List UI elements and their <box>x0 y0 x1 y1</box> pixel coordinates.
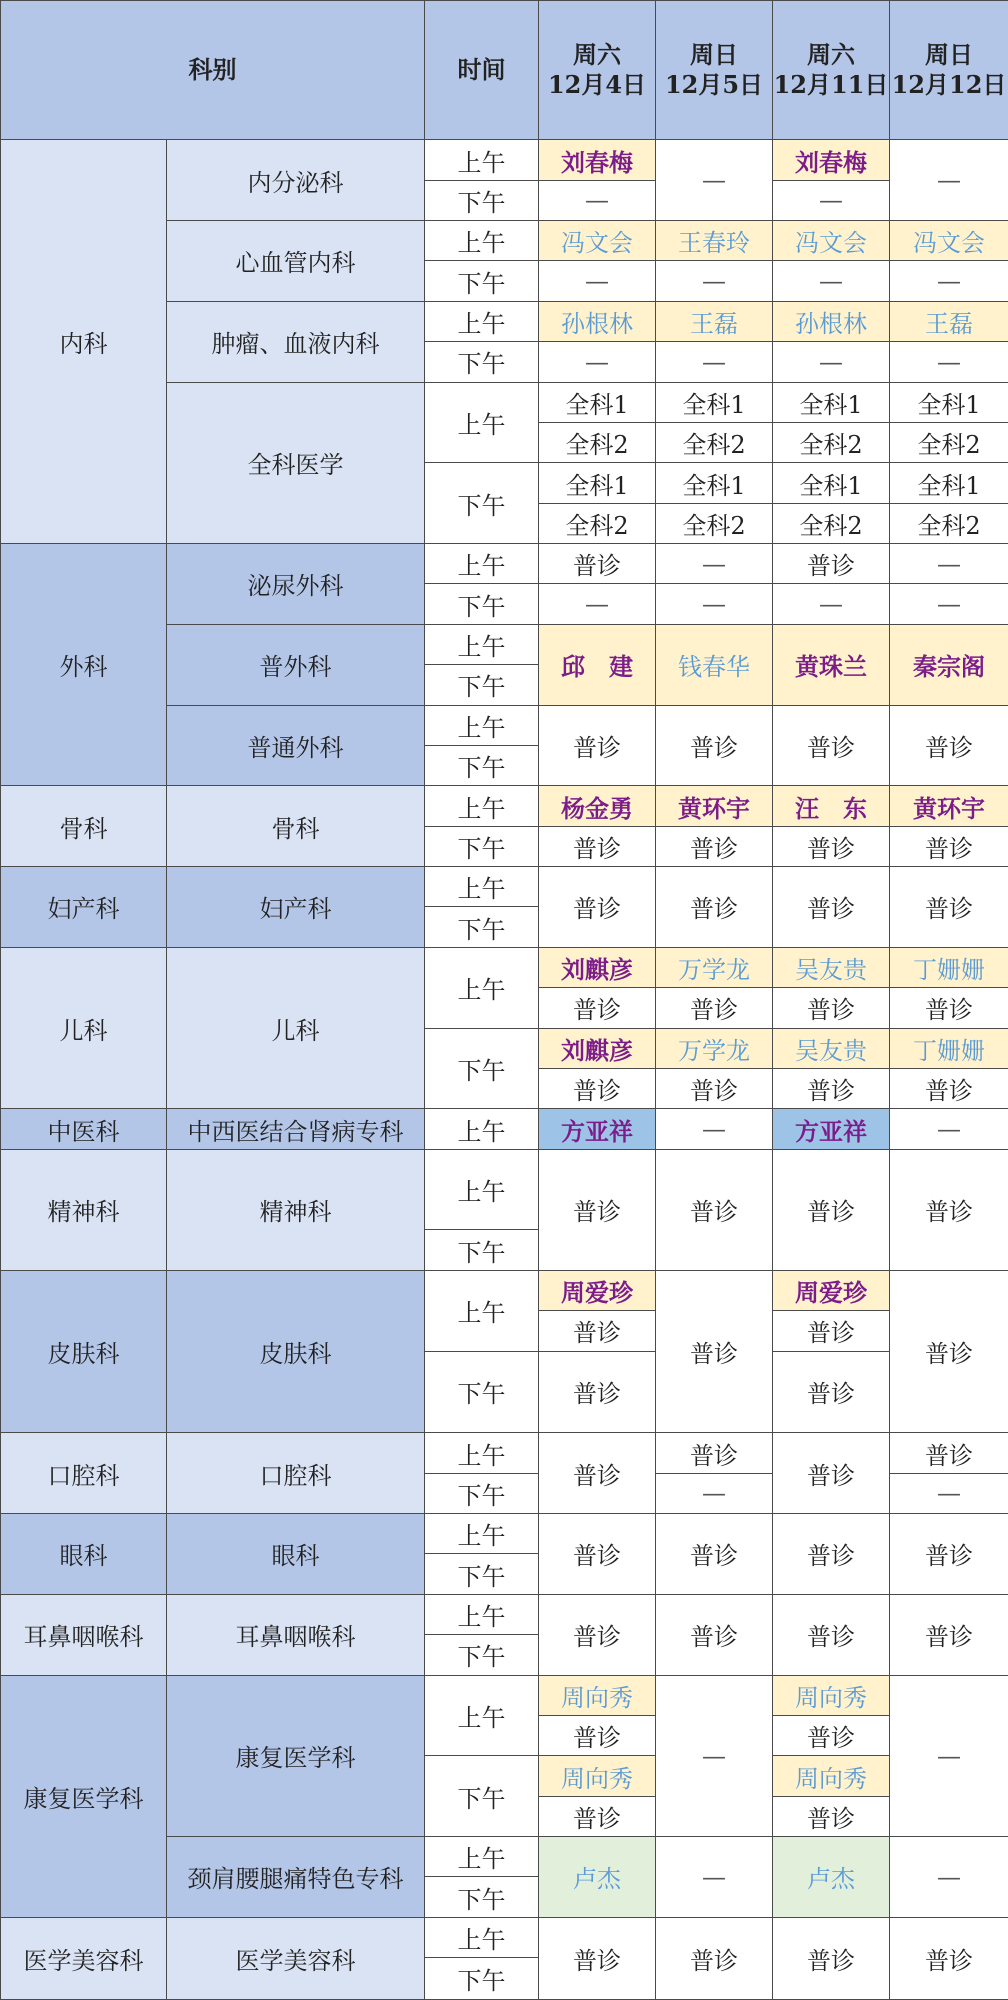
doctor-cell: 冯文会 <box>539 221 656 261</box>
doctor-cell: 周爱珍 <box>539 1270 656 1310</box>
period-am: 上午 <box>425 1270 539 1351</box>
slot-cell: 全科1 <box>890 382 1008 422</box>
general-clinic-cell: 普诊 <box>890 826 1008 866</box>
doctor-cell: 王春玲 <box>656 221 773 261</box>
subdept-pifuke: 皮肤科 <box>167 1270 425 1433</box>
no-clinic-cell: — <box>890 584 1008 624</box>
period-pm: 下午 <box>425 1756 539 1837</box>
doctor-cell: 丁姗姗 <box>890 1028 1008 1068</box>
slot-cell: 全科1 <box>656 463 773 503</box>
period-am: 上午 <box>425 1675 539 1756</box>
dept-neike: 内科 <box>1 140 167 544</box>
general-clinic-cell: 普诊 <box>890 1514 1008 1595</box>
day-weekday: 周日 <box>925 40 973 70</box>
period-am: 上午 <box>425 947 539 1028</box>
subdept-yixuemeirong: 医学美容科 <box>167 1917 425 1999</box>
no-clinic-cell: — <box>656 1837 773 1918</box>
dept-guke: 骨科 <box>1 786 167 867</box>
period-am: 上午 <box>425 624 539 664</box>
doctor-cell: 周向秀 <box>773 1675 890 1715</box>
doctor-cell: 冯文会 <box>890 221 1008 261</box>
no-clinic-cell: — <box>656 1109 773 1149</box>
period-pm: 下午 <box>425 1958 539 2000</box>
no-clinic-cell: — <box>773 180 890 220</box>
general-clinic-cell: 普诊 <box>773 1514 890 1595</box>
slot-cell: 全科1 <box>539 382 656 422</box>
general-clinic-cell: 普诊 <box>890 1068 1008 1108</box>
general-clinic-cell: 普诊 <box>773 826 890 866</box>
general-clinic-cell: 普诊 <box>539 1433 656 1514</box>
period-pm: 下午 <box>425 584 539 624</box>
general-clinic-cell: 普诊 <box>773 867 890 948</box>
period-pm: 下午 <box>425 180 539 220</box>
general-clinic-cell: 普诊 <box>890 1433 1008 1473</box>
no-clinic-cell: — <box>773 342 890 382</box>
slot-cell: 全科2 <box>890 503 1008 543</box>
doctor-cell: 刘麒彦 <box>539 947 656 987</box>
subdept-putongwai: 普通外科 <box>167 705 425 786</box>
general-clinic-cell: 普诊 <box>539 1796 656 1836</box>
doctor-cell: 杨金勇 <box>539 786 656 826</box>
period-am: 上午 <box>425 1109 539 1149</box>
day-date: 12月12日 <box>891 70 1007 100</box>
doctor-cell: 钱春华 <box>656 624 773 705</box>
subdept-puwai: 普外科 <box>167 624 425 705</box>
slot-cell: 全科1 <box>539 463 656 503</box>
no-clinic-cell: — <box>890 342 1008 382</box>
period-am: 上午 <box>425 1917 539 1957</box>
general-clinic-cell: 普诊 <box>656 1270 773 1433</box>
no-clinic-cell: — <box>890 544 1008 584</box>
no-clinic-cell: — <box>890 1675 1008 1837</box>
no-clinic-cell: — <box>656 1675 773 1837</box>
doctor-cell: 万学龙 <box>656 1028 773 1068</box>
period-am: 上午 <box>425 221 539 261</box>
period-pm: 下午 <box>425 1028 539 1109</box>
period-pm: 下午 <box>425 342 539 382</box>
no-clinic-cell: — <box>539 180 656 220</box>
period-am: 上午 <box>425 382 539 463</box>
doctor-cell: 黄珠兰 <box>773 624 890 705</box>
doctor-cell: 卢杰 <box>539 1837 656 1918</box>
no-clinic-cell: — <box>890 1109 1008 1149</box>
general-clinic-cell: 普诊 <box>539 1149 656 1270</box>
period-pm: 下午 <box>425 1351 539 1433</box>
no-clinic-cell: — <box>773 261 890 301</box>
period-am: 上午 <box>425 786 539 826</box>
slot-cell: 全科2 <box>539 503 656 543</box>
general-clinic-cell: 普诊 <box>773 1149 890 1270</box>
dept-erke: 儿科 <box>1 947 167 1109</box>
general-clinic-cell: 普诊 <box>539 1514 656 1595</box>
dept-yanke: 眼科 <box>1 1514 167 1595</box>
no-clinic-cell: — <box>539 342 656 382</box>
subdept-jingjian: 颈肩腰腿痛特色专科 <box>167 1837 425 1918</box>
period-am: 上午 <box>425 867 539 907</box>
doctor-cell: 刘麒彦 <box>539 1028 656 1068</box>
doctor-cell: 方亚祥 <box>773 1109 890 1149</box>
general-clinic-cell: 普诊 <box>773 544 890 584</box>
period-pm: 下午 <box>425 907 539 947</box>
doctor-cell: 刘春梅 <box>773 140 890 180</box>
no-clinic-cell: — <box>890 1473 1008 1513</box>
period-pm: 下午 <box>425 826 539 866</box>
doctor-cell: 邱 建 <box>539 624 656 705</box>
dept-yixuemeirongke: 医学美容科 <box>1 1917 167 1999</box>
header-day-1 <box>539 1 656 140</box>
period-am: 上午 <box>425 140 539 180</box>
period-pm: 下午 <box>425 1877 539 1917</box>
dept-fuchanke: 妇产科 <box>1 867 167 948</box>
header-department: 科别 <box>1 1 425 140</box>
dept-jingshenke: 精神科 <box>1 1149 167 1270</box>
doctor-cell: 冯文会 <box>773 221 890 261</box>
period-pm: 下午 <box>425 261 539 301</box>
subdept-miniao: 泌尿外科 <box>167 544 425 625</box>
doctor-cell: 孙根林 <box>773 301 890 341</box>
subdept-erke: 儿科 <box>167 947 425 1109</box>
no-clinic-cell: — <box>656 1473 773 1513</box>
general-clinic-cell: 普诊 <box>656 1068 773 1108</box>
period-am: 上午 <box>425 1837 539 1877</box>
doctor-cell: 孙根林 <box>539 301 656 341</box>
doctor-cell: 吴友贵 <box>773 1028 890 1068</box>
dept-erbiyanhouke: 耳鼻咽喉科 <box>1 1594 167 1675</box>
general-clinic-cell: 普诊 <box>773 1068 890 1108</box>
dept-zhongyike: 中医科 <box>1 1109 167 1149</box>
general-clinic-cell: 普诊 <box>656 1514 773 1595</box>
general-clinic-cell: 普诊 <box>890 1270 1008 1433</box>
general-clinic-cell: 普诊 <box>773 1796 890 1836</box>
period-pm: 下午 <box>425 745 539 785</box>
doctor-cell: 王磊 <box>890 301 1008 341</box>
general-clinic-cell: 普诊 <box>890 1594 1008 1675</box>
general-clinic-cell: 普诊 <box>656 705 773 786</box>
general-clinic-cell: 普诊 <box>539 1715 656 1755</box>
day-weekday: 周六 <box>573 40 621 70</box>
doctor-cell: 黄环宇 <box>890 786 1008 826</box>
general-clinic-cell: 普诊 <box>656 1917 773 1999</box>
general-clinic-cell: 普诊 <box>656 1433 773 1473</box>
general-clinic-cell: 普诊 <box>773 1311 890 1351</box>
slot-cell: 全科1 <box>890 463 1008 503</box>
doctor-cell: 黄环宇 <box>656 786 773 826</box>
doctor-cell: 周向秀 <box>773 1756 890 1796</box>
subdept-kouqiangke: 口腔科 <box>167 1433 425 1514</box>
doctor-cell: 汪 东 <box>773 786 890 826</box>
doctor-cell: 刘春梅 <box>539 140 656 180</box>
slot-cell: 全科1 <box>773 382 890 422</box>
subdept-zhongliu: 肿瘤、血液内科 <box>167 301 425 382</box>
general-clinic-cell: 普诊 <box>890 867 1008 948</box>
period-pm: 下午 <box>425 1473 539 1513</box>
doctor-cell: 吴友贵 <box>773 947 890 987</box>
no-clinic-cell: — <box>773 584 890 624</box>
subdept-yanke: 眼科 <box>167 1514 425 1595</box>
dept-waike: 外科 <box>1 544 167 786</box>
general-clinic-cell: 普诊 <box>890 988 1008 1028</box>
slot-cell: 全科2 <box>539 422 656 462</box>
no-clinic-cell: — <box>539 584 656 624</box>
no-clinic-cell: — <box>890 140 1008 221</box>
subdept-erbiyanhouke: 耳鼻咽喉科 <box>167 1594 425 1675</box>
doctor-cell: 万学龙 <box>656 947 773 987</box>
day-date: 12月5日 <box>664 70 764 100</box>
day-date: 12月4日 <box>547 70 647 100</box>
general-clinic-cell: 普诊 <box>773 1351 890 1433</box>
no-clinic-cell: — <box>539 261 656 301</box>
no-clinic-cell: — <box>656 261 773 301</box>
general-clinic-cell: 普诊 <box>539 1068 656 1108</box>
general-clinic-cell: 普诊 <box>773 705 890 786</box>
general-clinic-cell: 普诊 <box>539 826 656 866</box>
period-am: 上午 <box>425 1514 539 1554</box>
general-clinic-cell: 普诊 <box>890 705 1008 786</box>
general-clinic-cell: 普诊 <box>773 1594 890 1675</box>
general-clinic-cell: 普诊 <box>773 1715 890 1755</box>
subdept-fuchanke: 妇产科 <box>167 867 425 948</box>
general-clinic-cell: 普诊 <box>773 988 890 1028</box>
slot-cell: 全科2 <box>656 422 773 462</box>
doctor-cell: 周向秀 <box>539 1675 656 1715</box>
subdept-jingshenke: 精神科 <box>167 1149 425 1270</box>
subdept-shenbing: 中西医结合肾病专科 <box>167 1109 425 1149</box>
general-clinic-cell: 普诊 <box>539 1594 656 1675</box>
slot-cell: 全科2 <box>656 503 773 543</box>
doctor-cell: 周向秀 <box>539 1756 656 1796</box>
period-pm: 下午 <box>425 1635 539 1675</box>
doctor-cell: 卢杰 <box>773 1837 890 1918</box>
header-day-2 <box>656 1 773 140</box>
dept-kouqiangke: 口腔科 <box>1 1433 167 1514</box>
period-pm: 下午 <box>425 1230 539 1270</box>
slot-cell: 全科1 <box>656 382 773 422</box>
no-clinic-cell: — <box>656 584 773 624</box>
general-clinic-cell: 普诊 <box>539 705 656 786</box>
subdept-neifenmi: 内分泌科 <box>167 140 425 221</box>
general-clinic-cell: 普诊 <box>539 1311 656 1351</box>
general-clinic-cell: 普诊 <box>539 1351 656 1433</box>
slot-cell: 全科2 <box>773 503 890 543</box>
general-clinic-cell: 普诊 <box>539 988 656 1028</box>
doctor-cell: 方亚祥 <box>539 1109 656 1149</box>
period-am: 上午 <box>425 1594 539 1634</box>
day-weekday: 周日 <box>690 40 738 70</box>
general-clinic-cell: 普诊 <box>656 1594 773 1675</box>
dept-pifuke: 皮肤科 <box>1 1270 167 1433</box>
doctor-cell: 王磊 <box>656 301 773 341</box>
general-clinic-cell: 普诊 <box>656 988 773 1028</box>
day-date: 12月11日 <box>773 70 889 100</box>
subdept-guke: 骨科 <box>167 786 425 867</box>
general-clinic-cell: 普诊 <box>539 867 656 948</box>
subdept-xinxueguan: 心血管内科 <box>167 221 425 302</box>
period-am: 上午 <box>425 705 539 745</box>
general-clinic-cell: 普诊 <box>890 1917 1008 1999</box>
day-weekday: 周六 <box>807 40 855 70</box>
period-pm: 下午 <box>425 1554 539 1594</box>
general-clinic-cell: 普诊 <box>656 867 773 948</box>
general-clinic-cell: 普诊 <box>656 1149 773 1270</box>
no-clinic-cell: — <box>890 261 1008 301</box>
period-am: 上午 <box>425 1149 539 1230</box>
general-clinic-cell: 普诊 <box>539 544 656 584</box>
dept-kangfuyixueke: 康复医学科 <box>1 1675 167 1917</box>
general-clinic-cell: 普诊 <box>773 1433 890 1514</box>
no-clinic-cell: — <box>656 342 773 382</box>
general-clinic-cell: 普诊 <box>890 1149 1008 1270</box>
period-pm: 下午 <box>425 665 539 705</box>
header-day-4 <box>890 1 1008 140</box>
header-time: 时间 <box>425 1 539 140</box>
no-clinic-cell: — <box>656 544 773 584</box>
no-clinic-cell: — <box>890 1837 1008 1918</box>
slot-cell: 全科2 <box>890 422 1008 462</box>
slot-cell: 全科2 <box>773 422 890 462</box>
doctor-cell: 丁姗姗 <box>890 947 1008 987</box>
period-am: 上午 <box>425 1433 539 1473</box>
general-clinic-cell: 普诊 <box>539 1917 656 1999</box>
subdept-kangfuyixue: 康复医学科 <box>167 1675 425 1837</box>
no-clinic-cell: — <box>656 140 773 221</box>
slot-cell: 全科1 <box>773 463 890 503</box>
general-clinic-cell: 普诊 <box>656 826 773 866</box>
header-day-3 <box>773 1 890 140</box>
doctor-cell: 周爱珍 <box>773 1270 890 1310</box>
period-am: 上午 <box>425 301 539 341</box>
subdept-quanke: 全科医学 <box>167 382 425 544</box>
period-pm: 下午 <box>425 463 539 544</box>
doctor-cell: 秦宗阁 <box>890 624 1008 705</box>
period-am: 上午 <box>425 544 539 584</box>
general-clinic-cell: 普诊 <box>773 1917 890 1999</box>
